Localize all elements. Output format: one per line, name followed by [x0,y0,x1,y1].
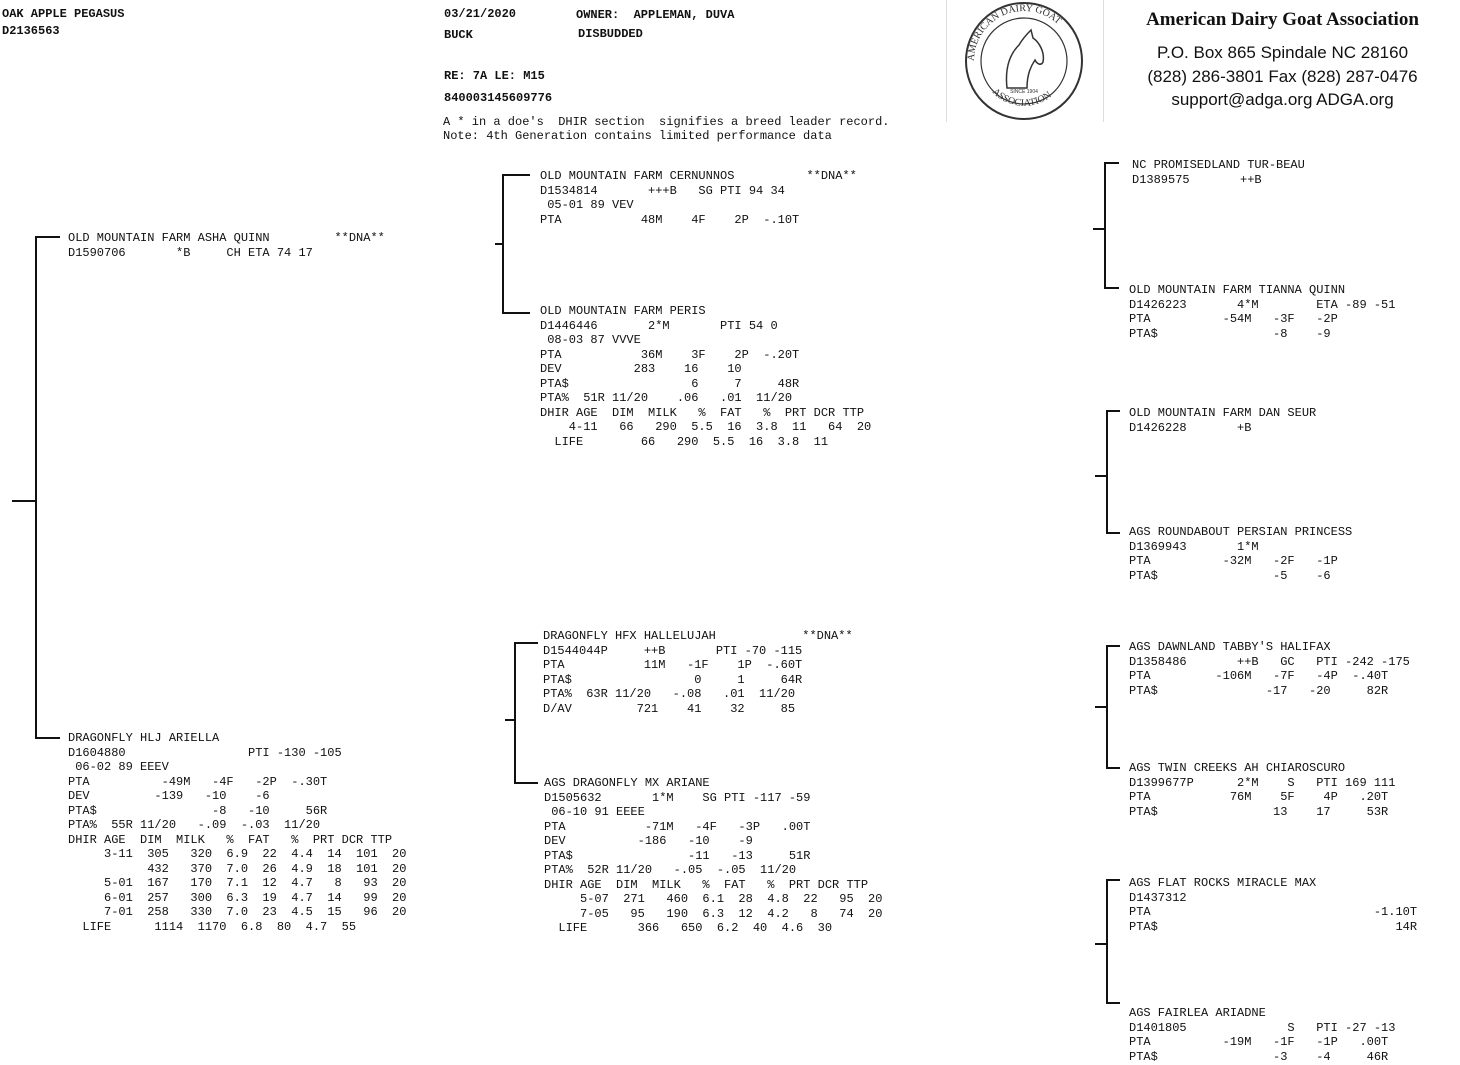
association-web: support@adga.org ADGA.org [1171,90,1394,109]
dsd-block [1129,761,1395,819]
record-line: PTA$ 13 17 53R [1129,804,1389,819]
registration-line: D1369943 1*M [1129,539,1259,554]
record-line: 06-02 89 EEEV [68,760,169,774]
dam-sire-block [543,629,853,716]
sdd-block [1129,525,1352,583]
ssd-block [1129,283,1395,341]
record-line: 432 370 7.0 26 4.9 18 101 20 [68,861,407,876]
record-line: PTA 76M 5F 4P .20T [1129,790,1389,804]
record-line: PTA -19M -1F -1P .00T [1129,1035,1389,1049]
record-line: PTA$ 6 7 48R [540,376,800,391]
record-line: DEV -186 -10 -9 [544,834,753,848]
record-line: PTA -71M -4F -3P .00T [544,819,811,834]
registration-line: D1534814 +++B SG PTI 94 34 [540,183,785,198]
registration-line: D1401805 S PTI -27 -13 [1129,1020,1396,1035]
record-line: 5-07 271 460 6.1 28 4.8 22 95 20 [544,892,883,906]
record-line: DHIR AGE DIM MILK % FAT % PRT DCR TTP [544,877,869,892]
animal-name: OLD MOUNTAIN FARM DAN SEUR [1129,406,1317,420]
animal-name: AGS FAIRLEA ARIADNE [1129,1006,1266,1020]
animal-name: DRAGONFLY HLJ ARIELLA [68,731,220,745]
sex: BUCK [444,28,473,42]
registration-line: D1590706 *B CH ETA 74 17 [68,245,313,260]
animal-name: AGS ROUNDABOUT PERSIAN PRINCESS [1129,525,1353,539]
association-name: American Dairy Goat Association [1146,9,1419,30]
record-line: PTA$ 14R [1129,919,1418,934]
adga-logo [946,0,1104,122]
svg-text:ASSOCIATION: ASSOCIATION [989,86,1054,109]
record-line: PTA -54M -3F -2P [1129,312,1338,326]
note-breed-leader: A * in a doe's DHIR section signifies a breed leader record. [443,115,890,129]
record-line: DEV 283 16 10 [540,362,742,376]
animal-name: OAK APPLE PEGASUS [2,7,125,21]
animal-name: NC PROMISEDLAND TUR-BEAU [1132,158,1305,172]
animal-name: OLD MOUNTAIN FARM PERIS [540,304,706,318]
registration-line: D1426223 4*M ETA -89 -51 [1129,297,1396,312]
record-line: 7-01 258 330 7.0 23 4.5 15 96 20 [68,905,407,919]
svg-text:SINCE 1904: SINCE 1904 [1010,89,1038,95]
sss-block [1132,158,1305,187]
dam-dam-block [544,776,882,936]
animal-name: OLD MOUNTAIN FARM CERNUNNOS **DNA** [540,169,857,183]
record-line: PTA% 55R 11/20 -.09 -.03 11/20 [68,818,321,832]
tattoo: RE: 7A LE: M15 [444,69,545,83]
sire-sire-block [540,169,857,227]
record-line: DEV -139 -10 -6 [68,789,270,803]
print-date: 03/21/2020 [444,7,517,21]
registration-line: D1426228 +B [1129,420,1252,435]
record-line: PTA% 63R 11/20 -.08 .01 11/20 [543,687,796,701]
registration-line: D1604880 PTI -130 -105 [68,745,342,760]
record-line: LIFE 366 650 6.2 40 4.6 30 [544,921,833,935]
sds-block [1129,406,1316,435]
note-4th-gen: Note: 4th Generation contains limited performance data [443,129,832,143]
registration-line: D1505632 1*M SG PTI -117 -59 [544,790,811,805]
record-line: 06-10 91 EEEE [544,805,645,819]
record-line: 4-11 66 290 5.5 16 3.8 11 64 20 [540,420,872,434]
sire-block [68,231,385,260]
dss-block [1129,640,1410,698]
registration-number: D2136563 [2,24,60,38]
animal-name: AGS TWIN CREEKS AH CHIAROSCURO [1129,761,1346,775]
record-line: LIFE 1114 1170 6.8 80 4.7 55 [68,919,357,934]
record-line: PTA -1.10T [1129,905,1418,919]
record-line: 3-11 305 320 6.9 22 4.4 14 101 20 [68,847,407,861]
record-line: PTA 48M 4F 2P -.10T [540,212,800,227]
record-line: 08-03 87 VVVE [540,333,641,347]
record-line: PTA$ -8 -9 [1129,326,1331,341]
animal-name: AGS DRAGONFLY MX ARIANE [544,776,710,790]
record-line: 7-05 95 190 6.3 12 4.2 8 74 20 [544,906,883,921]
ddd-block [1129,1006,1395,1064]
record-line: PTA -49M -4F -2P -.30T [68,774,328,789]
record-line: PTA -106M -7F -4P -.40T [1129,669,1389,683]
record-line: PTA -32M -2F -1P [1129,554,1338,568]
record-line: LIFE 66 290 5.5 16 3.8 11 [540,434,829,449]
record-line: 05-01 89 VEV [540,198,634,212]
record-line: PTA$ -11 -13 51R [544,848,811,863]
record-line: DHIR AGE DIM MILK % FAT % PRT DCR TTP [540,405,865,420]
animal-name: OLD MOUNTAIN FARM ASHA QUINN **DNA** [68,231,385,245]
animal-name: DRAGONFLY HFX HALLELUJAH **DNA** [543,629,853,643]
registration-line: D1446446 2*M PTI 54 0 [540,318,778,333]
registration-line: D1358486 ++B GC PTI -242 -175 [1129,654,1410,669]
animal-name: AGS DAWNLAND TABBY'S HALIFAX [1129,640,1331,654]
record-line: PTA 36M 3F 2P -.20T [540,347,800,362]
microchip: 840003145609776 [444,91,553,105]
association-phones: (828) 286-3801 Fax (828) 287-0476 [1147,67,1418,86]
svg-text:AMERICAN DAIRY GOAT: AMERICAN DAIRY GOAT [965,2,1064,62]
record-line: PTA$ 0 1 64R [543,672,803,687]
record-line: PTA 11M -1F 1P -.60T [543,658,803,672]
horn-status: DISBUDDED [578,27,643,41]
record-line: PTA$ -8 -10 56R [68,803,328,818]
sire-dam-block [540,304,871,449]
association-address: P.O. Box 865 Spindale NC 28160 [1156,43,1409,62]
owner: OWNER: APPLEMAN, DUVA [576,8,735,22]
dam-block [68,731,406,934]
record-line: PTA$ -17 -20 82R [1129,683,1389,698]
record-line: 5-01 167 170 7.1 12 4.7 8 93 20 [68,876,407,890]
record-line: PTA$ -3 -4 46R [1129,1049,1389,1064]
record-line: PTA% 51R 11/20 .06 .01 11/20 [540,391,793,405]
record-line: 6-01 257 300 6.3 19 4.7 14 99 20 [68,890,407,905]
record-line: DHIR AGE DIM MILK % FAT % PRT DCR TTP [68,832,393,847]
registration-line: D1544044P ++B PTI -70 -115 [543,643,803,658]
dds-block [1129,876,1417,934]
registration-line: D1389575 ++B [1132,172,1262,187]
record-line: PTA$ -5 -6 [1129,568,1331,583]
animal-name: OLD MOUNTAIN FARM TIANNA QUINN [1129,283,1346,297]
registration-line: D1399677P 2*M S PTI 169 111 [1129,775,1396,790]
animal-name: AGS FLAT ROCKS MIRACLE MAX [1129,876,1317,890]
record-line: PTA% 52R 11/20 -.05 -.05 11/20 [544,863,797,877]
record-line: D/AV 721 41 32 85 [543,701,796,716]
registration-line: D1437312 [1129,890,1187,905]
